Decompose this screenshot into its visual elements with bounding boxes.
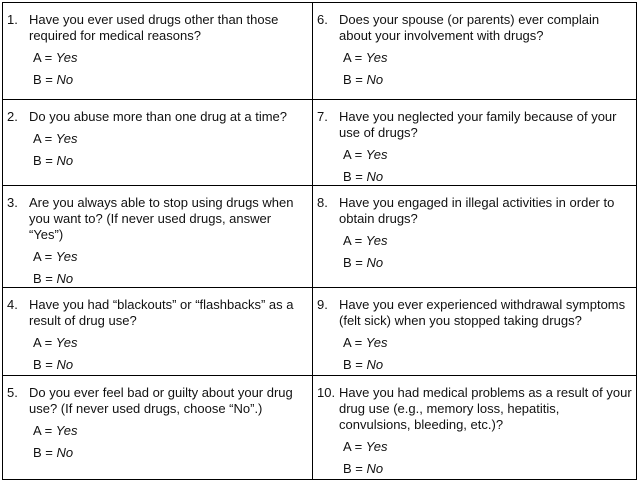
- answer-code: A =: [33, 423, 56, 438]
- question-number: 8.: [317, 195, 328, 210]
- answer-option-b: [7, 445, 308, 461]
- question-text: Have you ever experienced withdrawal symptoms (felt sick) when you stopped taking drugs?: [339, 297, 626, 328]
- answer-option-a: [317, 335, 632, 351]
- answer-code: A =: [33, 335, 56, 350]
- question-text: Have you ever used drugs other than those required for medical reasons?: [29, 12, 279, 43]
- question-cell-6: [313, 3, 637, 100]
- question-number: 6.: [317, 12, 328, 27]
- answer-option-a: [7, 131, 308, 147]
- answer-option-b: [7, 153, 308, 169]
- answer-code: B =: [33, 357, 57, 372]
- question-cell-7: [313, 100, 637, 186]
- question-number: 9.: [317, 297, 328, 312]
- answer-code: A =: [343, 147, 366, 162]
- question-number: 4.: [7, 297, 18, 312]
- answer-option-b: [7, 271, 308, 287]
- answer-value: Yes: [365, 439, 388, 454]
- answer-option-a: [317, 147, 632, 163]
- answer-option-b: [317, 357, 632, 373]
- answer-code: B =: [343, 357, 367, 372]
- question-row: [3, 100, 637, 186]
- answer-option-b: [317, 255, 632, 271]
- question-number: 3.: [7, 195, 18, 210]
- answer-code: B =: [343, 461, 367, 476]
- answer-code: B =: [33, 153, 57, 168]
- question-number: 10.: [317, 385, 336, 400]
- answer-code: B =: [343, 255, 367, 270]
- answer-option-a: [7, 335, 308, 351]
- question-number: 2.: [7, 109, 18, 124]
- question-number: 1.: [7, 12, 18, 27]
- answer-value: No: [366, 357, 384, 372]
- answer-option-b: [317, 461, 632, 477]
- question-text: Do you abuse more than one drug at a time?: [29, 109, 287, 124]
- answer-option-a: [317, 233, 632, 249]
- answer-option-a: [7, 249, 308, 265]
- question-cell-10: [313, 376, 637, 480]
- question-text: Do you ever feel bad or guilty about your drug use? (If never used drugs, choose “No”.): [29, 385, 293, 416]
- answer-code: B =: [33, 72, 57, 87]
- answer-code: B =: [343, 72, 367, 87]
- question-cell-4: [3, 288, 313, 376]
- answer-value: No: [56, 271, 74, 286]
- answer-value: Yes: [55, 131, 78, 146]
- answer-code: A =: [343, 233, 366, 248]
- answer-value: Yes: [365, 335, 388, 350]
- answer-code: A =: [343, 335, 366, 350]
- answer-value: No: [366, 169, 384, 184]
- answer-option-b: [7, 357, 308, 373]
- answer-code: A =: [33, 50, 56, 65]
- question-cell-5: [3, 376, 313, 480]
- answer-code: B =: [33, 445, 57, 460]
- answer-value: No: [56, 72, 74, 87]
- answer-code: A =: [33, 249, 56, 264]
- answer-code: B =: [33, 271, 57, 286]
- question-row: [3, 186, 637, 288]
- question-row: [3, 3, 637, 100]
- answer-value: No: [366, 255, 384, 270]
- answer-option-a: [317, 439, 632, 455]
- answer-value: Yes: [55, 335, 78, 350]
- answer-code: A =: [343, 439, 366, 454]
- answer-value: No: [366, 461, 384, 476]
- answer-value: Yes: [55, 423, 78, 438]
- question-text: Does your spouse (or parents) ever complain about your involvement with drugs?: [339, 12, 600, 43]
- question-text: Have you had “blackouts” or “flashbacks” as a result of drug use?: [29, 297, 294, 328]
- answer-value: No: [56, 357, 74, 372]
- answer-code: B =: [343, 169, 367, 184]
- question-cell-8: [313, 186, 637, 288]
- question-cell-9: [313, 288, 637, 376]
- answer-value: Yes: [365, 233, 388, 248]
- answer-option-a: [317, 50, 632, 66]
- question-text: Are you always able to stop using drugs when you want to? (If never used drugs, answer “Yes”): [29, 195, 294, 242]
- answer-option-b: [7, 72, 308, 88]
- question-text: Have you neglected your family because of your use of drugs?: [339, 109, 617, 140]
- answer-value: Yes: [55, 249, 78, 264]
- answer-option-b: [317, 169, 632, 185]
- answer-value: Yes: [365, 50, 388, 65]
- answer-code: A =: [33, 131, 56, 146]
- answer-value: No: [56, 445, 74, 460]
- question-row: [3, 288, 637, 376]
- questionnaire-table: [2, 2, 637, 480]
- answer-code: A =: [343, 50, 366, 65]
- question-cell-3: [3, 186, 313, 288]
- answer-option-a: [7, 50, 308, 66]
- answer-value: Yes: [55, 50, 78, 65]
- answer-value: No: [366, 72, 384, 87]
- question-text: Have you had medical problems as a result of your drug use (e.g., memory loss, hepatitis, convulsions, bleeding, etc.)?: [339, 385, 632, 432]
- answer-option-a: [7, 423, 308, 439]
- question-number: 5.: [7, 385, 18, 400]
- question-text: Have you engaged in illegal activities in order to obtain drugs?: [339, 195, 615, 226]
- question-cell-1: [3, 3, 313, 100]
- question-number: 7.: [317, 109, 328, 124]
- answer-value: Yes: [365, 147, 388, 162]
- question-row: [3, 376, 637, 480]
- question-cell-2: [3, 100, 313, 186]
- answer-option-b: [317, 72, 632, 88]
- answer-value: No: [56, 153, 74, 168]
